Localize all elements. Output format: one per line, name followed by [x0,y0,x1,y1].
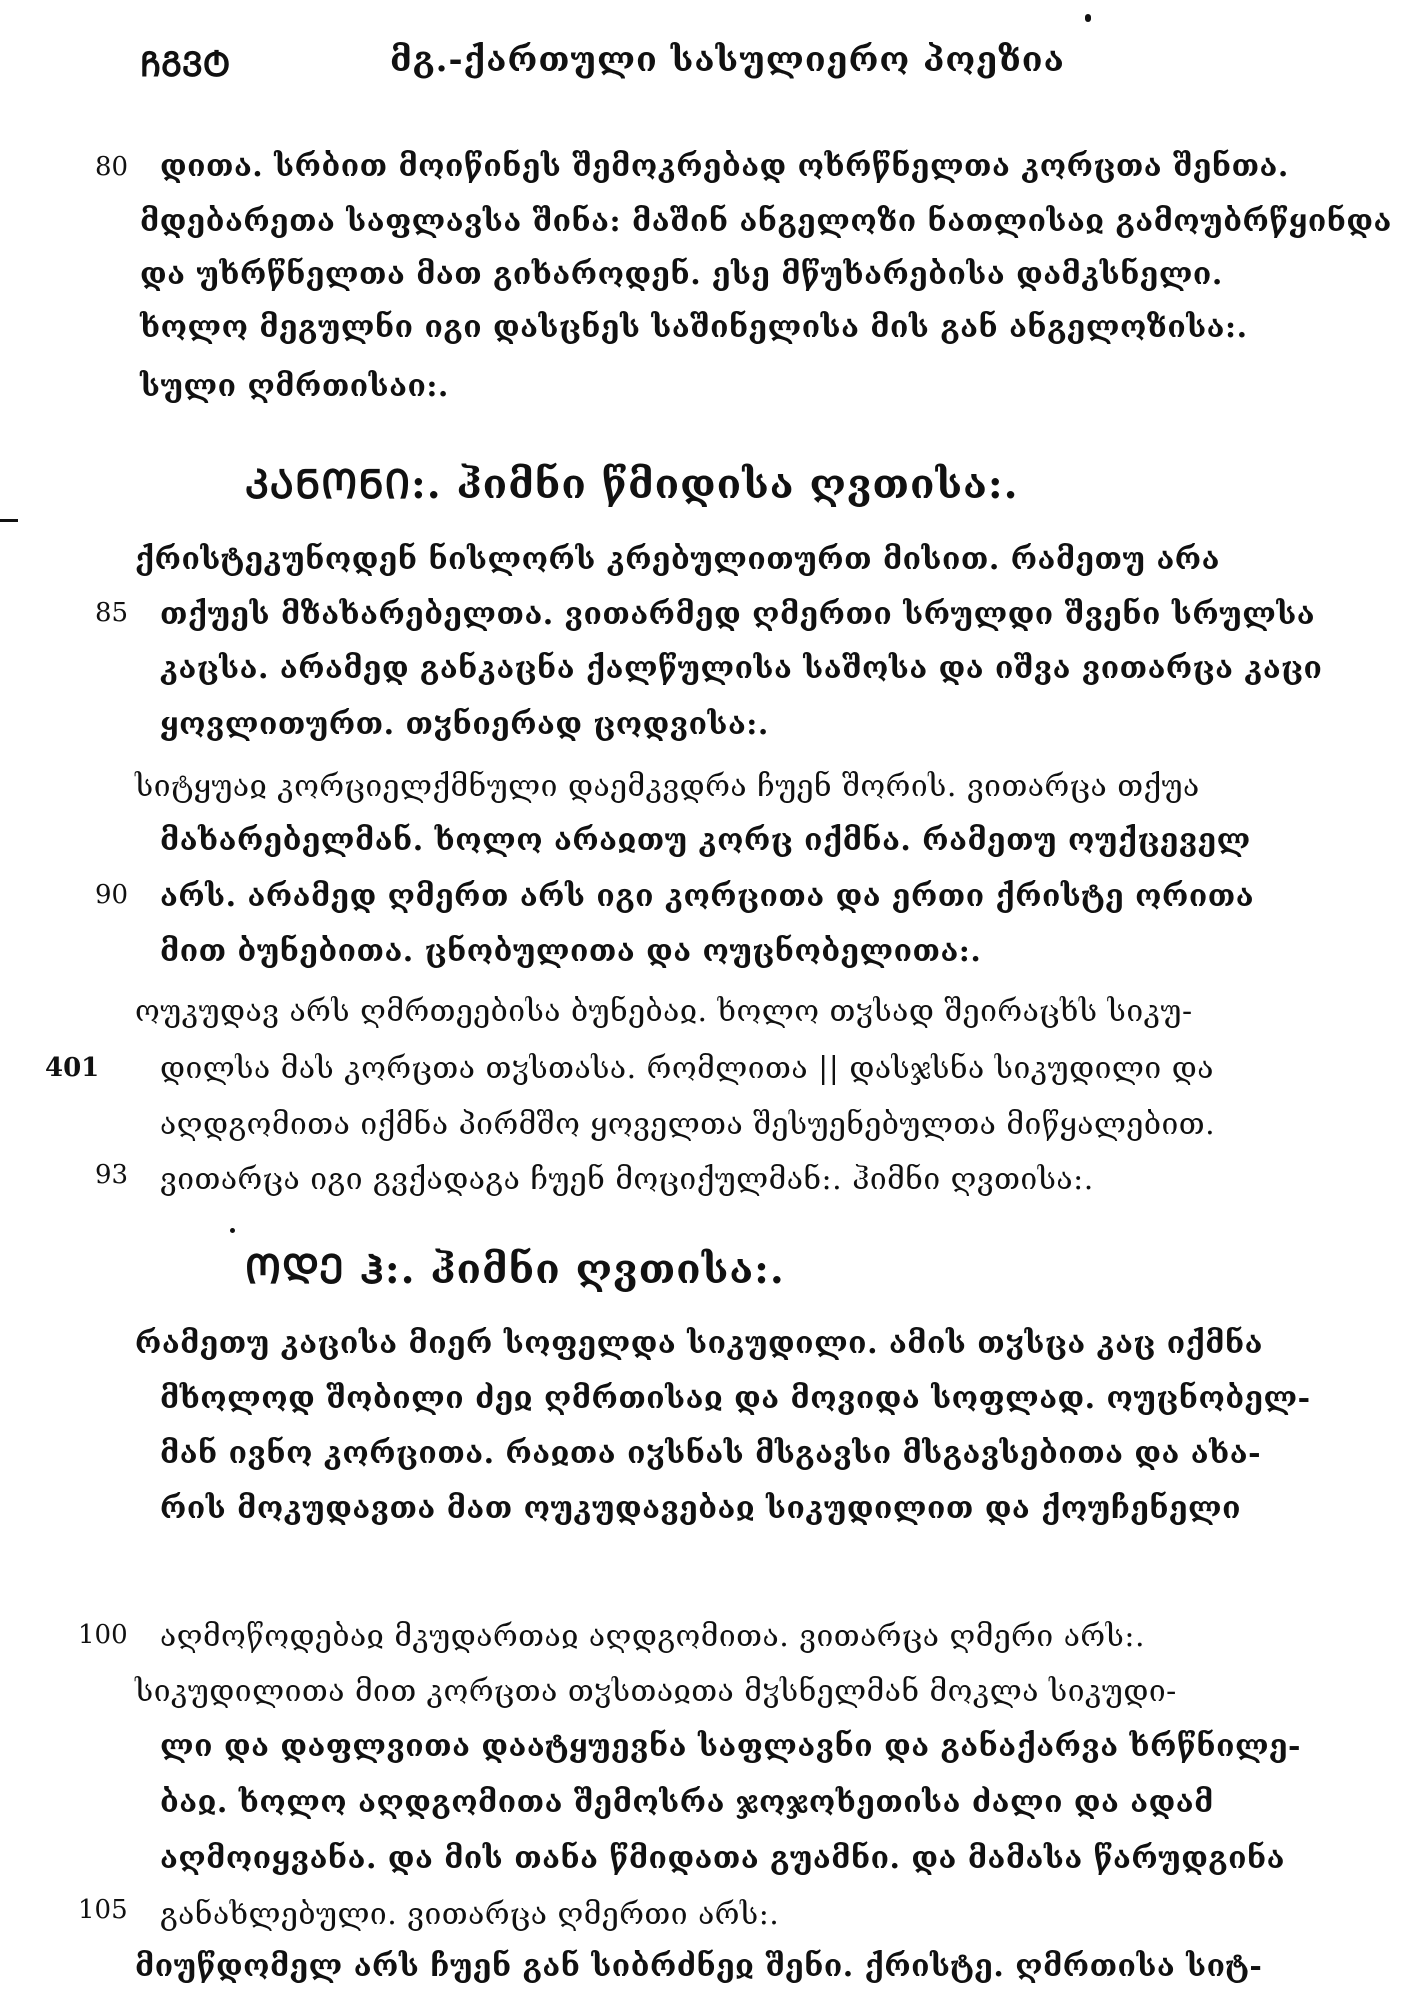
page-title: მგ.-ქართული სასულიერო პოეზია [390,40,1065,80]
line-number-85: 85 [95,598,129,628]
text-line: თქუეს მზახარებელთა. ვითარმედ ღმერთი სრულდი შვენი სრულსა [160,597,1316,632]
text-line: მხოლოდ შობილი ძეჲ ღმრთისაჲ და მოვიდა სოფლად. ოუცნობელ- [160,1381,1311,1416]
text-line: აღდგომითა იქმნა პირმშო ყოველთა შესუენებულთა მიწყალებით. [160,1107,1216,1142]
text-line: რამეთუ კაცისა მიერ სოფელდა სიკუდილი. ამის თჳსცა კაც იქმნა [135,1326,1263,1361]
text-line: ლი და დაფლვითა დაატყუევნა საფლავნი და განაქარვა ხრწნილე- [160,1729,1301,1764]
text-line: სიტყუაჲ კორციელქმნული დაემკვდრა ჩუენ შორის. ვითარცა თქუა [135,769,1200,804]
text-line: დილსა მას კორცთა თჳსთასა. რომლითა || დასჯსნა სიკუდილი და [160,1051,1214,1086]
text-line: არს. არამედ ღმერთ არს იგი კორცითა და ერთი ქრისტე ორითა [160,879,1255,914]
text-line: და უხრწნელთა მათ გიხაროდენ. ესე მწუხარებისა დამკსნელი. [140,257,1223,292]
line-number-90: 90 [95,880,129,910]
margin-mark [0,519,18,522]
line-number-105: 105 [78,1895,128,1925]
line-number-401: 401 [45,1053,100,1083]
text-line: მდებარეთა საფლავსა შინა: მაშინ ანგელოზი ნათლისაჲ გამოუბრწყინდა [140,204,1392,239]
line-number-93: 93 [95,1160,129,1190]
section-heading: ᲙᲐᲜᲝᲜᲘ:. ჰიმნი წმიდისა ღვთისა:. [245,461,1019,508]
line-number-80: 80 [95,152,129,182]
text-line: დითა. სრბით მოიწინეს შემოკრებად ოხრწნელთა კორცთა შენთა. [160,149,1289,184]
text-line: აღმოწოდებაჲ მკუდართაჲ აღდგომითა. ვითარცა ღმერი არს:. [160,1619,1145,1654]
text-line: მან ივნო კორცითა. რაჲთა იჳსნას მსგავსი მსგავსებითა და ახა- [160,1436,1262,1471]
section-heading: ᲝᲓᲔ Ჰ:. ჰიმნი ღვთისა:. [245,1246,785,1293]
text-line: განახლებული. ვითარცა ღმერთი არს:. [160,1897,780,1932]
ink-speck [230,1228,235,1233]
text-line: ოუკუდავ არს ღმრთეებისა ბუნებაჲ. ხოლო თჳსად შეირაცხს სიკუ- [135,994,1193,1029]
text-line: ყოვლითურთ. თჳნიერად ცოდვისა:. [160,707,769,742]
text-line: რის მოკუდავთა მათ ოუკუდავებაჲ სიკუდილით და ქოუჩენელი [160,1491,1242,1526]
ink-speck [1085,14,1091,22]
text-line: სიკუდილითა მით კორცთა თჳსთაჲთა მჳსნელმან მოკლა სიკუდი- [135,1674,1177,1709]
running-head [140,40,1320,100]
text-line: ვითარცა იგი გვქადაგა ჩუენ მოციქულმან:. ჰიმნი ღვთისა:. [160,1162,1094,1197]
text-line: აღმოიყვანა. და მის თანა წმიდათა გუამნი. და მამასა წარუდგინა [160,1841,1286,1876]
text-line: ქრისტეკუნოდენ ნისლორს კრებულითურთ მისით. რამეთუ არა [135,542,1220,577]
line-number-100: 100 [78,1620,128,1650]
text-line: ხოლო მეგულნი იგი დასცნეს საშინელისა მის გან ანგელოზისა:. [140,310,1248,345]
text-line: სული ღმრთისაი:. [140,369,449,404]
text-line: მიუწდომელ არს ჩუენ გან სიბრძნეჲ შენი. ქრისტე. ღმრთისა სიტ- [135,1949,1263,1984]
text-line: ბაჲ. ხოლო აღდგომითა შემოსრა ჯოჯოხეთისა ძალი და ადამ [160,1785,1214,1820]
text-line: მახარებელმან. ხოლო არაჲთუ კორც იქმნა. რამეთუ ოუქცეველ [160,823,1251,858]
text-line: კაცსა. არამედ განკაცნა ქალწულისა საშოსა და იშვა ვითარცა კაცი [160,651,1323,686]
text-line: მით ბუნებითა. ცნობულითა და ოუცნობელითა:. [160,934,982,969]
page-number: ᲩᲒᲕᲢ [140,45,231,85]
